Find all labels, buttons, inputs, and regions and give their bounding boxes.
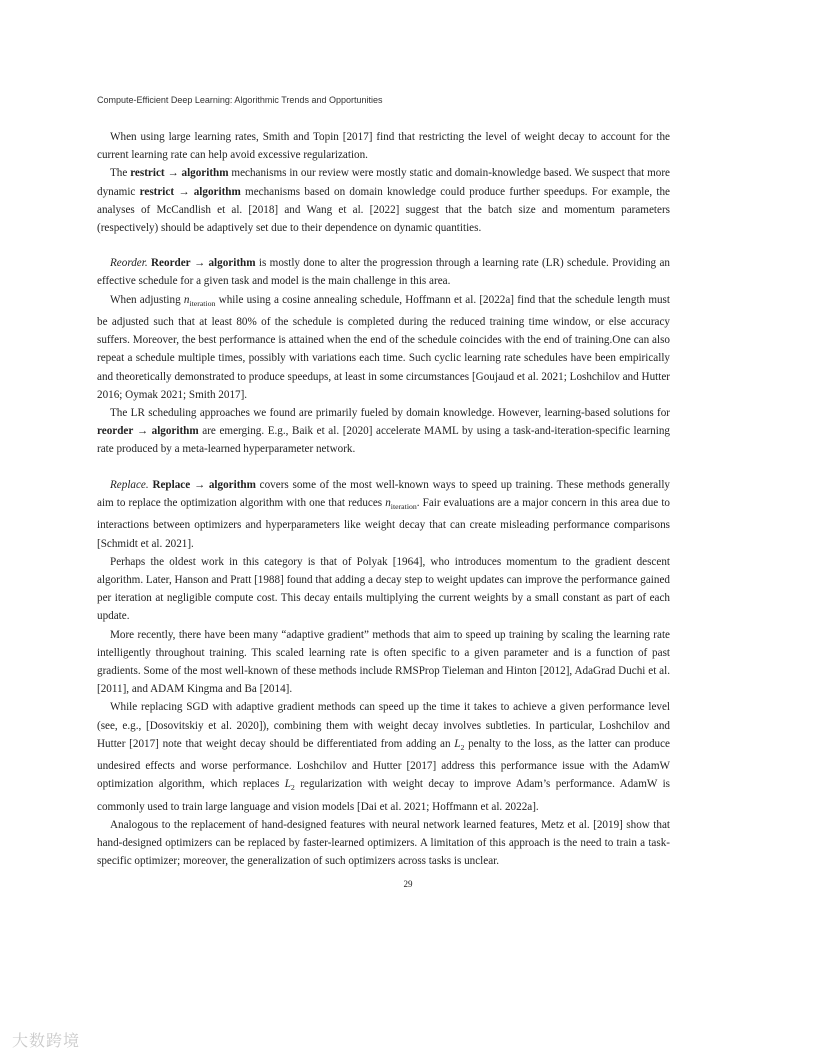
paragraph-learned-optimizers: Analogous to the replacement of hand-designed features with neural network learned features, Metz et al. [2019] show that hand-designed optimizers can be replaced by faster-learned optimizers. A limitation of this approach is the need to train a task-specific optimizer; moreover, the generalization of such optimizers across tasks is unclear. bbox=[97, 818, 670, 868]
paragraph-replace: Replace. Replace → algorithm covers some of the most well-known ways to speed up training. These methods generally aim to replace the optimization algorithm with one that reduces $n_{iteration}$. Fair evaluations are a major concern in this area due to interactions between optimizers and hyperparameters like weight decay that can create misleading performance comparisons [Schmidt et al. 2021]. bbox=[97, 478, 671, 550]
page-number: 29 bbox=[403, 879, 413, 889]
paragraph-restrict-algorithm: The restrict → algorithm mechanisms in our review were mostly static and domain-knowledge based. We suspect that more dynamic restrict → algorithm mechanisms based on domain knowledge could produce further speedups. For example, the analyses of McCandlish et al. [2018] and Wang et al. [2022] suggest that the batch size and momentum parameters (respectively) should be adaptively set due to their dependence on dynamic quantities. bbox=[97, 167, 670, 235]
watermark: 大数跨境 bbox=[12, 1031, 81, 1050]
paragraph-cosine-schedule: When adjusting $n_{iteration}$ while using a cosine annealing schedule, Hoffmann et al. [2022a] find that the schedule length must be adjusted such that at least 80% of the schedule is completed during the reduced training time window, or else accuracy suffers. Moreover, the best performance is attained when the end of the schedule coincides with the end of training.One can also repeat a schedule multiple times, possibly with variations each time. Such cyclic learning rate schedules have been empirically and theoretically demonstrated to produce speedups, at least in some circumstances [Goujaud et al. 2021; Loshchilov and Hutter 2016; Oymak 2021; Smith 2017]. bbox=[97, 293, 670, 401]
body-text bbox=[97, 128, 670, 871]
paragraph-lr-scheduling: The LR scheduling approaches we found are primarily fueled by domain knowledge. However, learning-based solutions for reorder → algorithm are emerging. E.g., Baik et al. [2020] accelerate MAML by using a task-and-iteration-specific learning rate produced by a meta-learned hyperparameter network. bbox=[97, 407, 670, 456]
paragraph-polyak: Perhaps the oldest work in this category is that of Polyak [1964], who introduces momentum to the gradient descent algorithm. Later, Hanson and Pratt [1988] found that adding a decay step to weight updates can improve the performance gained per iteration at negligible compute cost. This decay entails multiplying the current weights by a small constant as part of each update. bbox=[97, 555, 670, 623]
running-header: Compute-Efficient Deep Learning: Algorithmic Trends and Opportunities bbox=[97, 95, 383, 105]
paragraph-adaptive-gradient: More recently, there have been many “adaptive gradient” methods that aim to speed up training by scaling the learning rate intelligently throughout training. This scaled learning rate is often specific to a given parameter and is a function of past gradients. Some of the most well-known of these methods include RMSProp Tieleman and Hinton [2012], AdaGrad Duchi et al. [2011], and ADAM Kingma and Ba [2014]. bbox=[97, 628, 670, 696]
paragraph-weight-decay: When using large learning rates, Smith and Topin [2017] find that restricting the level of weight decay to account for the current learning rate can help avoid excessive regularization. bbox=[97, 131, 670, 162]
section-heading-reorder: Reorder. bbox=[110, 257, 148, 270]
paragraph-adamw: While replacing SGD with adaptive gradient methods can speed up the time it takes to achieve a given performance level (see, e.g., [Dosovitskiy et al. 2020]), combining them with weight decay involves subtleties. In particular, Loshchilov and Hutter [2017] note that weight decay should be differentiated from adding an $L_2$ penalty to the loss, as the latter can produce undesired effects and worse performance. Loshchilov and Hutter [2017] address this performance issue with the AdamW optimization algorithm, which replaces $L_2$ regularization with weight decay to improve Adam’s performance. AdamW is commonly used to train large language and vision models [Dai et al. 2021; Hoffmann et al. 2022a]. bbox=[97, 701, 670, 813]
section-heading-replace: Replace. bbox=[110, 478, 149, 491]
paragraph-reorder: Reorder. Reorder → algorithm is mostly done to alter the progression through a learning rate (LR) schedule. Providing an effective schedule for a given task and model is the main challenge in this area. bbox=[97, 257, 670, 288]
